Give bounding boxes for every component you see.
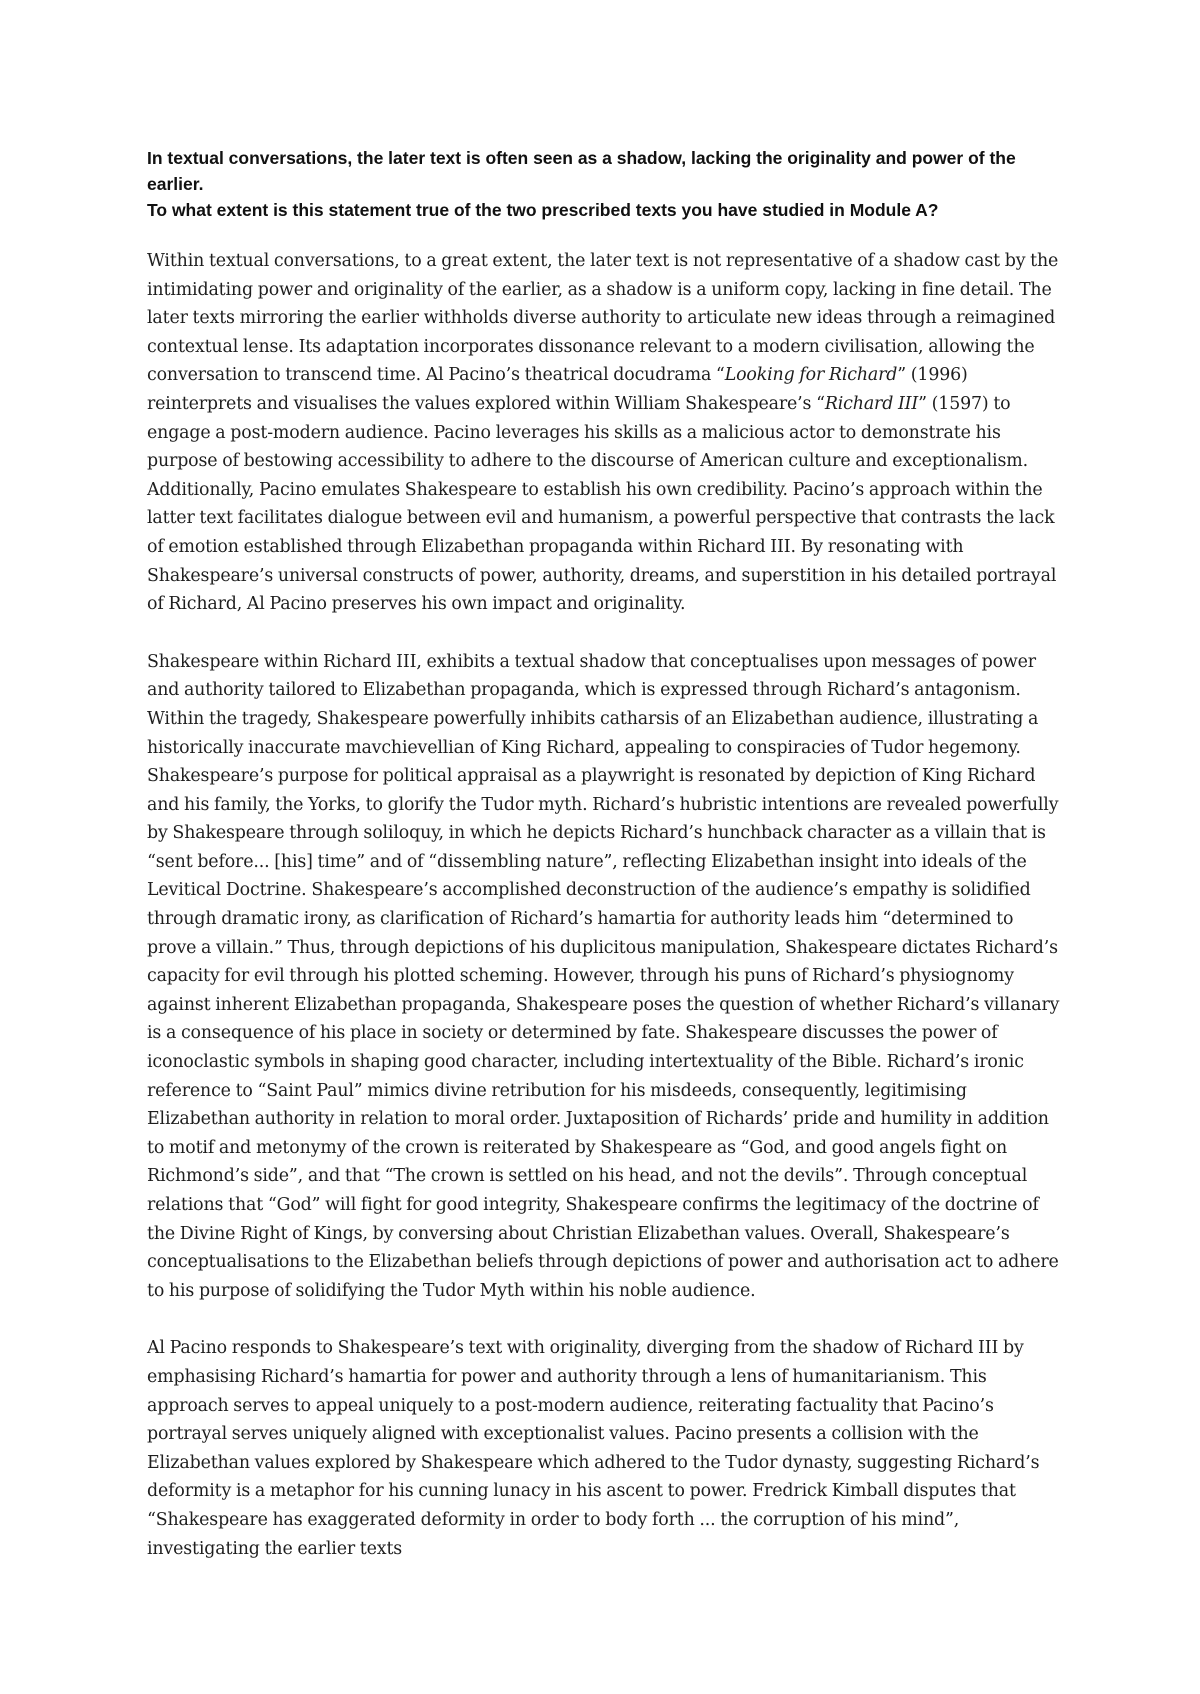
question-line-2: To what extent is this statement true of the two prescribed texts you have studied in Module A? [147, 200, 939, 220]
question-line-1: In textual conversations, the later text is often seen as a shadow, lacking the originality and power of the earlier. [147, 148, 1016, 194]
essay-body [147, 247, 1067, 1563]
essay-question [147, 145, 1067, 223]
intro-text-2: ” (1996) reinterprets and visualises the values explored within William Shakespeare’s “ [147, 365, 968, 414]
title-looking-for-richard: Looking for Richard [724, 365, 898, 386]
document-page [147, 145, 1067, 1563]
paragraph-introduction [147, 247, 1067, 619]
intro-text-1: Within textual conversations, to a great extent, the later text is not representative of a shadow cast by the intimidating power and originality of the earlier, as a shadow is a uniform copy, lacking in fine detail. The later texts mirroring the earlier withholds diverse authority to articulate new ideas through a reimagined contextual lense. Its adaptation incorporates dissonance relevant to a modern civilisation, allowing the conversation to transcend time. Al Pacino’s theatrical docudrama “ [147, 251, 1059, 386]
paragraph-shakespeare: Shakespeare within Richard III, exhibits a textual shadow that conceptualises upon messages of power and authority tailored to Elizabethan propaganda, which is expressed through Richard’s antagonism. Within the tragedy, Shakespeare powerfully inhibits catharsis of an Elizabethan audience, illustrating a historically inaccurate mavchievellian of King Richard, appealing to conspiracies of Tudor hegemony. Shakespeare’s purpose for political appraisal as a playwright is resonated by depiction of King Richard and his family, the Yorks, to glorify the Tudor myth. Richard’s hubristic intentions are revealed powerfully by Shakespeare through soliloquy, in which he depicts Richard’s hunchback character as a villain that is “sent before... [his] time” and of “dissembling nature”, reflecting Elizabethan insight into ideals of the Levitical Doctrine. Shakespeare’s accomplished deconstruction of the audience’s empathy is solidified through dramatic irony, as clarification of Richard’s hamartia for authority leads him “determined to prove a villain.” Thus, through depictions of his duplicitous manipulation, Shakespeare dictates Richard’s capacity for evil through his plotted scheming. However, through his puns of Richard’s physiognomy against inherent Elizabethan propaganda, Shakespeare poses the question of whether Richard’s villanary is a consequence of his place in society or determined by fate. Shakespeare discusses the power of iconoclastic symbols in shaping good character, including intertextuality of the Bible. Richard’s ironic reference to “Saint Paul” mimics divine retribution for his misdeeds, consequently, legitimising Elizabethan authority in relation to moral order. Juxtaposition of Richards’ pride and humility in addition to motif and metonymy of the crown is reiterated by Shakespeare as “God, and good angels fight on Richmond’s side”, and that “The crown is settled on his head, and not the devils”. Through conceptual relations that “God” will fight for good integrity, Shakespeare confirms the legitimacy of the doctrine of the Divine Right of Kings, by conversing about Christian Elizabethan values. Overall, Shakespeare’s conceptualisations to the Elizabethan beliefs through depictions of power and authorisation act to adhere to his purpose of solidifying the Tudor Myth within his noble audience. [147, 651, 1060, 1301]
paragraph-pacino: Al Pacino responds to Shakespeare’s text with originality, diverging from the shadow of Richard III by emphasising Richard’s hamartia for power and authority through a lens of humanitarianism. This approach serves to appeal uniquely to a post-modern audience, reiterating factuality that Pacino’s portrayal serves uniquely aligned with exceptionalist values. Pacino presents a collision with the Elizabethan values explored by Shakespeare which adhered to the Tudor dynasty, suggesting Richard’s deformity is a metaphor for his cunning lunacy in his ascent to power. Fredrick Kimball disputes that “Shakespeare has exaggerated deformity in order to body forth ... the corruption of his mind”, investigating the earlier texts [147, 1338, 1040, 1559]
title-richard-iii: Richard III [824, 393, 919, 414]
intro-text-3: ” (1597) to engage a post-modern audience. Pacino leverages his skills as a malicious actor to demonstrate his purpose of bestowing accessibility to adhere to the discourse of American culture and exceptionalism. Additionally, Pacino emulates Shakespeare to establish his own credibility. Pacino’s approach within the latter text facilitates dialogue between evil and humanism, a powerful perspective that contrasts the lack of emotion established through Elizabethan propaganda within Richard III. By resonating with Shakespeare’s universal constructs of power, authority, dreams, and superstition in his detailed portrayal of Richard, Al Pacino preserves his own impact and originality. [147, 393, 1057, 615]
